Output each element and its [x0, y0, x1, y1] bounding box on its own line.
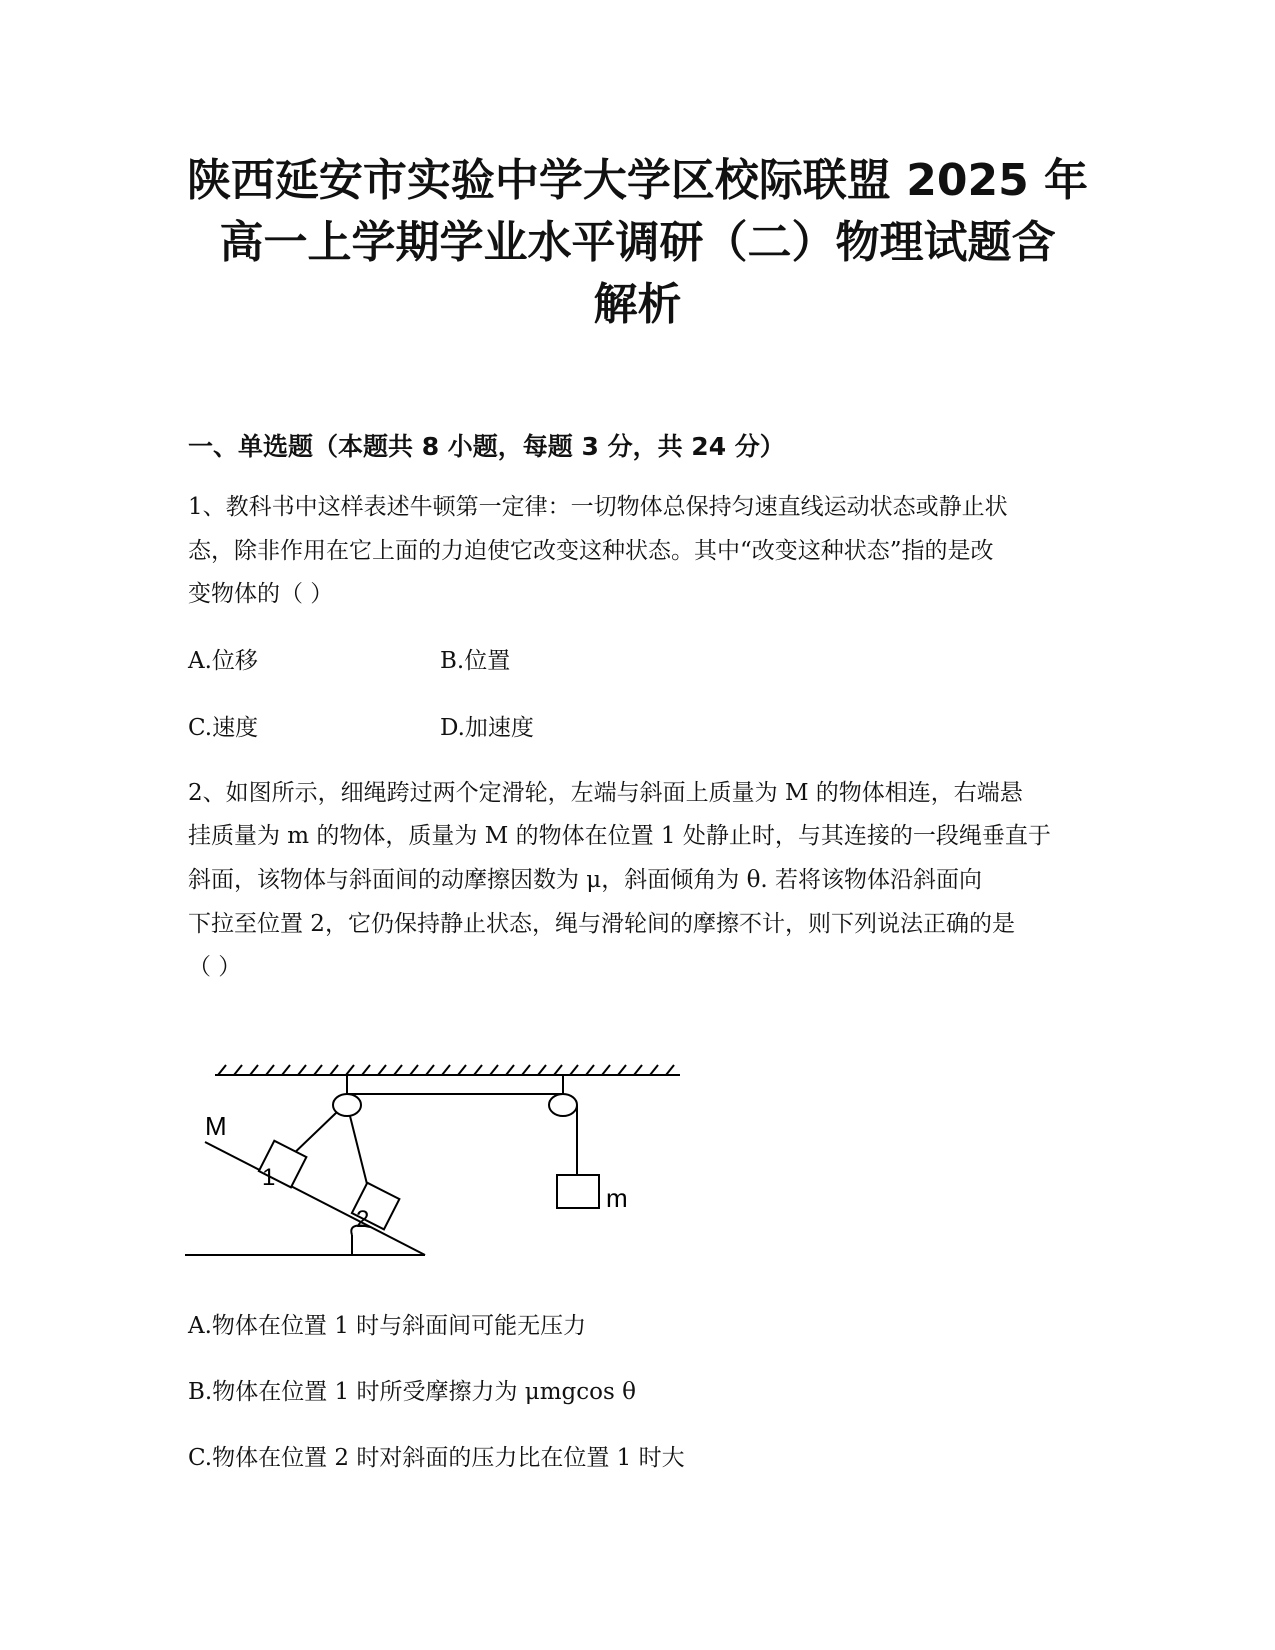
right-pulley [549, 1094, 577, 1116]
ceiling-hatching [218, 1065, 674, 1075]
q1-option-c: C.速度 [188, 715, 259, 741]
q2-option-c: C.物体在位置 2 时对斜面的压力比在位置 1 时大 [188, 1445, 685, 1471]
q2-text-line-5: （ ） [188, 954, 242, 980]
q1-option-b: B.位置 [440, 648, 511, 674]
pulley-incline-diagram [180, 1055, 700, 1270]
section-heading-single-choice: 一、单选题（本题共 8 小题，每题 3 分，共 24 分） [188, 432, 785, 461]
q2-text-line-3: 斜面，该物体与斜面间的动摩擦因数为 μ，斜面倾角为 θ. 若将该物体沿斜面向 [188, 867, 983, 893]
q2-text-line-4: 下拉至位置 2，它仍保持静止状态，绳与滑轮间的摩擦不计，则下列说法正确的是 [188, 911, 1015, 937]
q1-text-line-1: 1、教科书中这样表述牛顿第一定律：一切物体总保持匀速直线运动状态或静止状 [188, 494, 1008, 520]
q2-text-line-2: 挂质量为 m 的物体，质量为 M 的物体在位置 1 处静止时，与其连接的一段绳垂直于 [188, 823, 1051, 849]
label-2: 2 [356, 1206, 370, 1233]
label-m: m [606, 1183, 628, 1213]
label-M: M [205, 1111, 227, 1141]
hanging-mass-m [557, 1175, 599, 1208]
document-title [150, 150, 1125, 336]
rope-to-block-2 [350, 1116, 368, 1188]
title-line-1: 陕西延安市实验中学大学区校际联盟 2025 年 [186, 155, 1089, 206]
q2-option-a: A.物体在位置 1 时与斜面间可能无压力 [188, 1313, 587, 1339]
q1-option-a: A.位移 [188, 648, 258, 674]
q1-option-d: D.加速度 [440, 715, 534, 741]
title-line-3: 解析 [593, 279, 682, 330]
q2-option-b: B.物体在位置 1 时所受摩擦力为 μmgcos θ [188, 1379, 636, 1405]
title-line-2: 高一上学期学业水平调研（二）物理试题含 [219, 217, 1056, 268]
q2-text-line-1: 2、如图所示，细绳跨过两个定滑轮，左端与斜面上质量为 M 的物体相连，右端悬 [188, 780, 1023, 806]
label-1: 1 [262, 1164, 276, 1191]
q1-text-line-3: 变物体的（ ） [188, 581, 334, 607]
q1-text-line-2: 态，除非作用在它上面的力迫使它改变这种状态。其中“改变这种状态”指的是改 [188, 538, 994, 564]
